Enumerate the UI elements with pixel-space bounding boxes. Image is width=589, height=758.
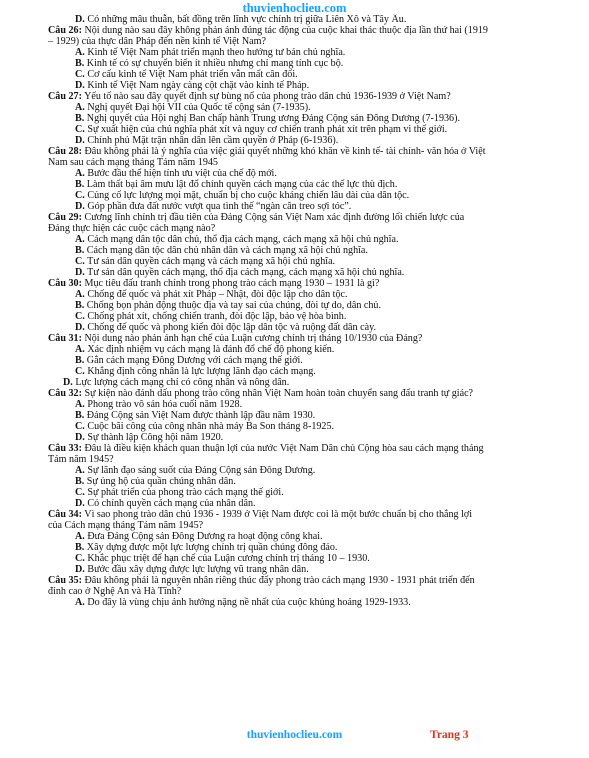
question-line [48,509,562,520]
option-text: Khắc phục triệt để hạn chế của Luận cương chính trị tháng 10 – 1930. [87,553,370,564]
question-text: Nội dung nào sau đây không phản ánh đúng tác động của cuộc khai thác thuộc địa lần thứ hai (1919 [84,25,488,36]
option-label: C. [75,421,85,432]
option-label: A. [75,47,85,58]
answer-option [48,487,562,498]
answer-option [48,553,562,564]
question-line [48,212,562,223]
option-label: C. [75,487,85,498]
option-text: Tư sản dân quyền cách mạng, thổ địa cách mạng, cách mạng xã hội chủ nghĩa. [87,267,405,278]
question-continuation: – 1929) của thực dân Pháp đến nền kinh tế Việt Nam? [48,36,266,47]
question-number: Câu 34: [48,509,82,520]
question-line [48,333,562,344]
answer-option [48,355,562,366]
option-text: Chống đế quốc và phát xít Pháp – Nhật, đòi độc lập cho dân tộc. [87,289,348,300]
option-label: D. [75,135,85,146]
answer-option [48,168,562,179]
question-line [48,575,562,586]
option-label: A. [75,399,85,410]
question-continuation: Tám năm 1945? [48,454,114,465]
option-text: Củng cố lực lượng mọi mặt, chuẩn bị cho cuộc kháng chiến lâu dài của dân tộc. [87,190,410,201]
question-number: Câu 27: [48,91,82,102]
option-text: Cách mạng dân tộc dân chủ, thổ địa cách mạng, cách mạng xã hội chủ nghĩa. [87,234,399,245]
answer-option [48,399,562,410]
answer-option [48,465,562,476]
answer-option [48,14,562,25]
option-text: Nghị quyết của Hội nghị Ban chấp hành Trung ương Đảng Cộng sản Đông Dương (7-1936). [86,113,460,124]
option-text: Xây dựng được một lực lượng chính trị quần chúng đông đảo. [86,542,338,553]
question-continuation: đỉnh cao ở Nghệ An và Hà Tĩnh? [48,586,182,597]
answer-option [48,564,562,575]
option-label: A. [75,234,85,245]
answer-option [48,201,562,212]
option-label: B. [75,355,85,366]
question-text: Nội dung nào phản ánh hạn chế của Luận cương chính trị tháng 10/1930 của Đảng? [84,333,423,344]
answer-option [48,124,562,135]
option-label: A. [75,102,85,113]
question-number: Câu 31: [48,333,82,344]
question-line [48,443,562,454]
answer-option [48,267,562,278]
option-label: C. [75,124,85,135]
answer-option [48,289,562,300]
option-text: Sự ủng hộ của quần chúng nhân dân. [86,476,236,487]
answer-option [48,322,562,333]
answer-option [48,476,562,487]
site-header-link[interactable]: thuvienhoclieu.com [242,1,347,15]
question-number: Câu 26: [48,25,82,36]
option-text: Cuộc bãi công của công nhân nhà máy Ba Son tháng 8-1925. [87,421,335,432]
option-text: Sự xuất hiện của chủ nghĩa phát xít và nguy cơ chiến tranh phát xít trên phạm vi thế giới. [87,124,448,135]
answer-option [48,47,562,58]
option-text: Chống phát xít, chống chiến tranh, đòi độc lập, bảo vệ hòa bình. [87,311,347,322]
question-line [48,25,562,36]
option-label: B. [75,410,85,421]
option-text: Cách mạng dân tộc dân chủ nhân dân và cách mạng xã hội chủ nghĩa. [86,245,368,256]
option-label: C. [75,69,85,80]
option-label: B. [75,245,85,256]
answer-option [48,366,562,377]
question-number: Câu 29: [48,212,82,223]
question-continuation: của Cách mạng tháng Tám năm 1945? [48,520,204,531]
option-label: C. [75,190,85,201]
option-label: B. [75,300,85,311]
answer-option [48,113,562,124]
option-text: Chính phủ Mặt trận nhân dân lên cầm quyền ở Pháp (6-1936). [87,135,339,146]
option-label: B. [75,542,85,553]
question-number: Câu 28: [48,146,82,157]
option-text: Do đây là vùng chịu ảnh hưởng nặng nề nhất của cuộc khủng hoảng 1929-1933. [87,597,411,608]
answer-option [48,69,562,80]
answer-option [48,245,562,256]
option-text: Khẳng định công nhân là lực lượng lãnh đạo cách mạng. [87,366,316,377]
question-number: Câu 35: [48,575,82,586]
option-text: Sự thành lập Công hội năm 1920. [87,432,224,443]
answer-option [48,597,562,608]
option-label: A. [75,344,85,355]
footer-site-link[interactable]: thuvienhoclieu.com [246,729,343,741]
option-label: D. [75,14,85,25]
question-continuation: Đảng thực hiện các cuộc cách mạng nào? [48,223,216,234]
option-text: Phong trào vô sản hóa cuối năm 1928. [87,399,243,410]
page-footer [0,729,589,745]
question-text: Cương lĩnh chính trị đầu tiên của Đảng Cộng sản Việt Nam xác định đường lối chiến lược của [84,212,465,223]
question-text: Đâu không phải là ý nghĩa của việc giải quyết những khó khăn về kinh tế- tài chính- văn hóa ở Việt [84,146,486,157]
question-line [48,278,562,289]
option-label: B. [75,58,85,69]
question-number: Câu 30: [48,278,82,289]
option-text: Chống bọn phản động thuộc địa và tay sai của chúng, đòi tự do, dân chủ. [86,300,382,311]
question-text: Vì sao phong trào dân chủ 1936 - 1939 ở Việt Nam được coi là một bước chuẩn bị cho thắng lợi [84,509,473,520]
question-line [48,146,562,157]
option-label: C. [75,553,85,564]
option-text: Bước đầu xây dựng được lực lượng vũ trang nhân dân. [87,564,309,575]
option-label: B. [75,476,85,487]
option-text: Lực lượng cách mạng chỉ có công nhân và nông dân. [75,377,290,388]
answer-option [48,234,562,245]
answer-option [48,344,562,355]
option-text: Sự lãnh đạo sáng suốt của Đảng Cộng sản Đông Dương. [87,465,316,476]
option-text: Đưa Đảng Cộng sản Đông Dương ra hoạt động công khai. [87,531,323,542]
option-label: D. [75,201,85,212]
answer-option [48,190,562,201]
answer-option [48,377,562,388]
answer-option [48,410,562,421]
option-label: C. [75,256,85,267]
option-text: Có những mâu thuẫn, bất đồng trên lĩnh vực chính trị giữa Liên Xô và Tây Âu. [87,14,407,25]
answer-option [48,135,562,146]
option-text: Bước đầu thể hiện tính ưu việt của chế độ mới. [87,168,277,179]
option-text: Kinh tế có sự chuyển biến ít nhiều nhưng chỉ mang tính cục bộ. [86,58,344,69]
question-continuation: Nam sau cách mạng tháng Tám năm 1945 [48,157,218,168]
question-text: Đâu không phải là nguyên nhân riêng thúc đẩy phong trào cách mạng 1930 - 1931 phát triển đến [84,575,475,586]
question-line [48,388,562,399]
answer-option [48,300,562,311]
option-text: Đảng Cộng sản Việt Nam được thành lập đầu năm 1930. [86,410,316,421]
answer-option [48,531,562,542]
option-text: Xác định nhiệm vụ cách mạng là đánh đổ chế độ phong kiến. [87,344,335,355]
answer-option [48,311,562,322]
option-text: Tư sản dân quyền cách mạng và cách mạng xã hội chủ nghĩa. [87,256,336,267]
question-number: Câu 32: [48,388,82,399]
question-text: Đâu là điều kiện khách quan thuận lợi của nước Việt Nam Dân chủ Cộng hòa sau cách mạng tháng [84,443,484,454]
option-text: Có chính quyền cách mạng của nhân dân. [87,498,256,509]
option-label: A. [75,597,85,608]
option-text: Kinh tế Việt Nam phát triển mạnh theo hướng tư bản chủ nghĩa. [87,47,346,58]
question-text: Yếu tố nào sau đây quyết định sự bùng nổ của phong trào dân chủ 1936-1939 ở Việt Nam? [84,91,451,102]
option-label: D. [75,267,85,278]
option-label: D. [75,564,85,575]
option-label: D. [75,322,85,333]
option-text: Cơ cấu kinh tế Việt Nam phát triển vẫn mất cân đối. [87,69,298,80]
question-line [48,91,562,102]
option-label: C. [75,311,85,322]
option-label: D. [63,377,73,388]
question-text: Mục tiêu đấu tranh chính trong phong trào cách mạng 1930 – 1931 là gì? [84,278,380,289]
option-label: A. [75,289,85,300]
option-text: Kinh tế Việt Nam ngày càng cột chặt vào kinh tế Pháp. [87,80,310,91]
option-label: D. [75,498,85,509]
option-label: B. [75,179,85,190]
option-text: Chống đế quốc và phong kiến đòi độc lập dân tộc và ruộng đất dân cày. [87,322,376,333]
answer-option [48,256,562,267]
answer-option [48,179,562,190]
answer-option [48,421,562,432]
option-text: Nghị quyết Đại hội VII của Quốc tế cộng sản (7-1935). [87,102,311,113]
option-label: A. [75,168,85,179]
option-label: D. [75,80,85,91]
option-label: C. [75,366,85,377]
option-label: A. [75,531,85,542]
option-label: A. [75,465,85,476]
answer-option [48,102,562,113]
answer-option [48,432,562,443]
question-number: Câu 33: [48,443,82,454]
answer-option [48,58,562,69]
exam-content [48,14,562,608]
question-text: Sự kiện nào đánh dấu phong trào công nhân Việt Nam hoàn toàn chuyển sang đấu tranh tự giác? [84,388,474,399]
option-label: D. [75,432,85,443]
page-number: Trang 3 [430,729,469,741]
option-text: Góp phần đưa đất nước vượt qua tình thế “ngàn cân treo sợi tóc”. [87,201,352,212]
option-text: Gắn cách mạng Đông Dương với cách mạng thế giới. [86,355,303,366]
option-text: Sự phát triển của phong trào cách mạng thế giới. [87,487,284,498]
answer-option [48,80,562,91]
option-label: B. [75,113,85,124]
answer-option [48,498,562,509]
answer-option [48,542,562,553]
option-text: Làm thất bại âm mưu lật đổ chính quyền cách mạng của các thế lực thù địch. [86,179,398,190]
